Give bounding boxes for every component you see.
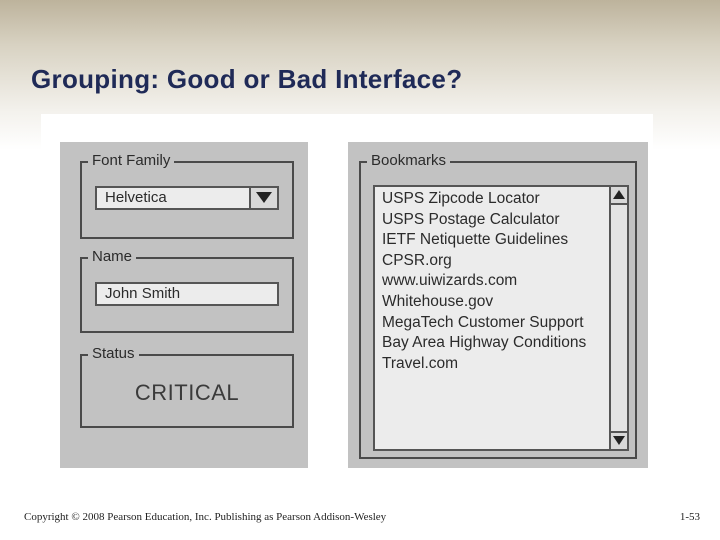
- name-value: John Smith: [105, 285, 181, 302]
- list-item[interactable]: Travel.com: [382, 354, 459, 372]
- bookmarks-list: [382, 189, 607, 374]
- font-family-selected: Helvetica: [105, 189, 167, 206]
- status-group: [80, 345, 294, 428]
- name-legend: Name: [88, 248, 136, 266]
- list-item[interactable]: MegaTech Customer Support: [382, 313, 584, 331]
- scroll-up-arrow-icon: [613, 190, 625, 199]
- dropdown-button[interactable]: [249, 188, 277, 208]
- list-item[interactable]: CPSR.org: [382, 251, 452, 269]
- name-group: [80, 248, 294, 333]
- status-value: CRITICAL: [134, 380, 240, 405]
- name-field[interactable]: [95, 282, 279, 306]
- status-legend: Status: [88, 345, 139, 363]
- footer-copyright: Copyright © 2008 Pearson Education, Inc. Publishing as Pearson Addison-Wesley: [24, 511, 387, 523]
- bookmarks-listbox[interactable]: [373, 185, 629, 451]
- chevron-down-icon: [256, 192, 272, 203]
- list-item[interactable]: Whitehouse.gov: [382, 292, 494, 310]
- scroll-up-button[interactable]: [611, 187, 627, 205]
- font-family-group: [80, 152, 294, 239]
- page-number: 1-53: [679, 511, 700, 523]
- settings-panel: [60, 142, 308, 468]
- slide-title: Grouping: Good or Bad Interface?: [31, 64, 463, 94]
- list-item[interactable]: USPS Zipcode Locator: [382, 190, 540, 207]
- list-item[interactable]: IETF Netiquette Guidelines: [382, 231, 569, 249]
- scroll-down-arrow-icon: [613, 436, 625, 445]
- font-family-legend: Font Family: [88, 152, 174, 170]
- list-item[interactable]: USPS Postage Calculator: [382, 210, 560, 228]
- bookmarks-legend: Bookmarks: [367, 152, 450, 170]
- scroll-down-button[interactable]: [611, 431, 627, 449]
- bookmarks-group: [359, 152, 637, 459]
- ui-figure: [41, 114, 653, 492]
- list-item[interactable]: www.uiwizards.com: [382, 272, 518, 290]
- list-item[interactable]: Bay Area Highway Conditions: [382, 334, 587, 352]
- font-family-dropdown[interactable]: [95, 186, 279, 210]
- bookmarks-panel: [348, 142, 648, 468]
- vertical-scrollbar[interactable]: [609, 187, 627, 449]
